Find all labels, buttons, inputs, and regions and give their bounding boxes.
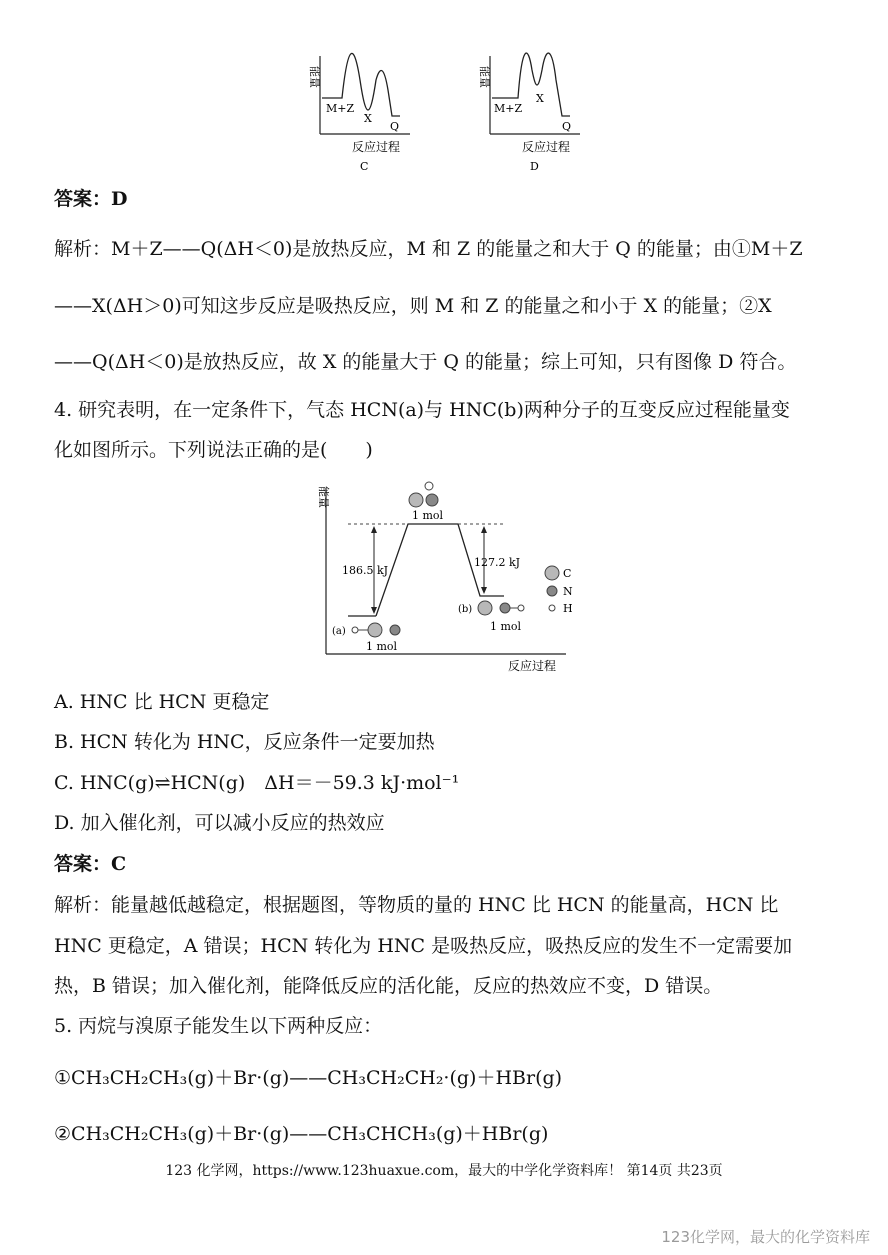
- a-mol-label: 1 mol: [366, 640, 398, 653]
- legend-n-label: N: [563, 585, 573, 598]
- ts-n-atom: [426, 494, 438, 506]
- hcn-hnc-energy-diagram: [308, 478, 588, 678]
- x-axis-label: 反应过程: [522, 140, 571, 154]
- q5-stem: 5. 丙烷与溴原子能发生以下两种反应：: [54, 1015, 383, 1037]
- b-mol-label: 1 mol: [490, 620, 522, 633]
- q3-answer: 答案：D: [54, 188, 128, 210]
- a-c-atom: [368, 623, 382, 637]
- q4-explain-line-2: HNC 更稳定，A 错误；HCN 转化为 HNC 是吸热反应，吸热反应的发生不一定需要加: [54, 935, 793, 957]
- q5-reaction-1: ①CH₃CH₂CH₃(g)＋Br·(g)——CH₃CH₂CH₂·(g)＋HBr(g): [54, 1067, 563, 1089]
- diagram-tag: C: [360, 160, 369, 173]
- q5-reaction-2: ②CH₃CH₂CH₃(g)＋Br·(g)——CH₃CHCH₃(g)＋HBr(g): [54, 1123, 549, 1145]
- a-label: (a): [332, 626, 346, 637]
- q3-explain-line-1: 解析：M＋Z——Q(ΔH＜0)是放热反应，M 和 Z 的能量之和大于 Q 的能量；由①M＋Z: [54, 238, 803, 260]
- b-h-atom: [518, 605, 524, 611]
- product-label: Q: [390, 120, 400, 133]
- q4-option-c: C. HNC(g)⇌HCN(g) ΔH＝－59.3 kJ·mol⁻¹: [54, 772, 460, 794]
- reactant-label: M+Z: [494, 102, 523, 115]
- q3-explain-line-3: ——Q(ΔH＜0)是放热反应，故 X 的能量大于 Q 的能量；综上可知，只有图像 D 符合。: [54, 351, 797, 373]
- legend-c-label: C: [563, 567, 572, 580]
- page-footer: 123 化学网，https://www.123huaxue.com，最大的中学化学资料库！ 第14页 共23页: [165, 1163, 723, 1179]
- q4-option-b: B. HCN 转化为 HNC，反应条件一定要加热: [54, 731, 435, 753]
- b-c-atom: [478, 601, 492, 615]
- diagram-tag: D: [530, 160, 539, 173]
- product-label: Q: [562, 120, 572, 133]
- legend-h-label: H: [563, 602, 573, 615]
- q4-option-d: D. 加入催化剂，可以减小反应的热效应: [54, 812, 385, 834]
- b-n-atom: [500, 603, 510, 613]
- x-axis-label: 反应过程: [352, 140, 401, 154]
- b-label: (b): [458, 604, 473, 615]
- intermediate-label: X: [536, 92, 544, 105]
- q4-stem-line-2: 化如图所示。下列说法正确的是( ): [54, 439, 373, 461]
- a-h-atom: [352, 627, 358, 633]
- a-n-atom: [390, 625, 400, 635]
- q4-stem-line-1: 4. 研究表明，在一定条件下，气态 HCN(a)与 HNC(b)两种分子的互变反应过程能量变: [54, 399, 790, 421]
- ts-mol-label: 1 mol: [412, 509, 444, 522]
- left-energy-label: 186.5 kJ: [342, 564, 389, 577]
- y-axis-label: 能量: [317, 486, 330, 508]
- intermediate-label: X: [364, 112, 372, 125]
- q4-option-a: A. HNC 比 HCN 更稳定: [54, 691, 270, 713]
- site-watermark: 123化学网，最大的化学资料库: [661, 1228, 870, 1246]
- reactant-label: M+Z: [326, 102, 355, 115]
- y-axis-label: 能量: [478, 66, 491, 88]
- q3-explain-line-2: ——X(ΔH＞0)可知这步反应是吸热反应，则 M 和 Z 的能量之和小于 X 的能量；②X: [54, 295, 772, 317]
- legend-h-icon: [549, 605, 555, 611]
- legend-n-icon: [547, 586, 557, 596]
- q4-explain-line-1: 解析：能量越低越稳定，根据题图，等物质的量的 HNC 比 HCN 的能量高，HCN 比: [54, 894, 779, 916]
- x-axis-label: 反应过程: [508, 659, 557, 673]
- q4-answer: 答案：C: [54, 853, 127, 875]
- y-axis-label: 能量: [308, 66, 321, 88]
- ts-h-atom: [425, 482, 433, 490]
- legend-c-icon: [545, 566, 559, 580]
- q4-explain-line-3: 热，B 错误；加入催化剂，能降低反应的活化能，反应的热效应不变，D 错误。: [54, 975, 723, 997]
- right-energy-label: 127.2 kJ: [474, 556, 521, 569]
- energy-diagram-d: [470, 50, 610, 175]
- energy-diagram-c: [300, 50, 440, 175]
- ts-c-atom: [409, 493, 423, 507]
